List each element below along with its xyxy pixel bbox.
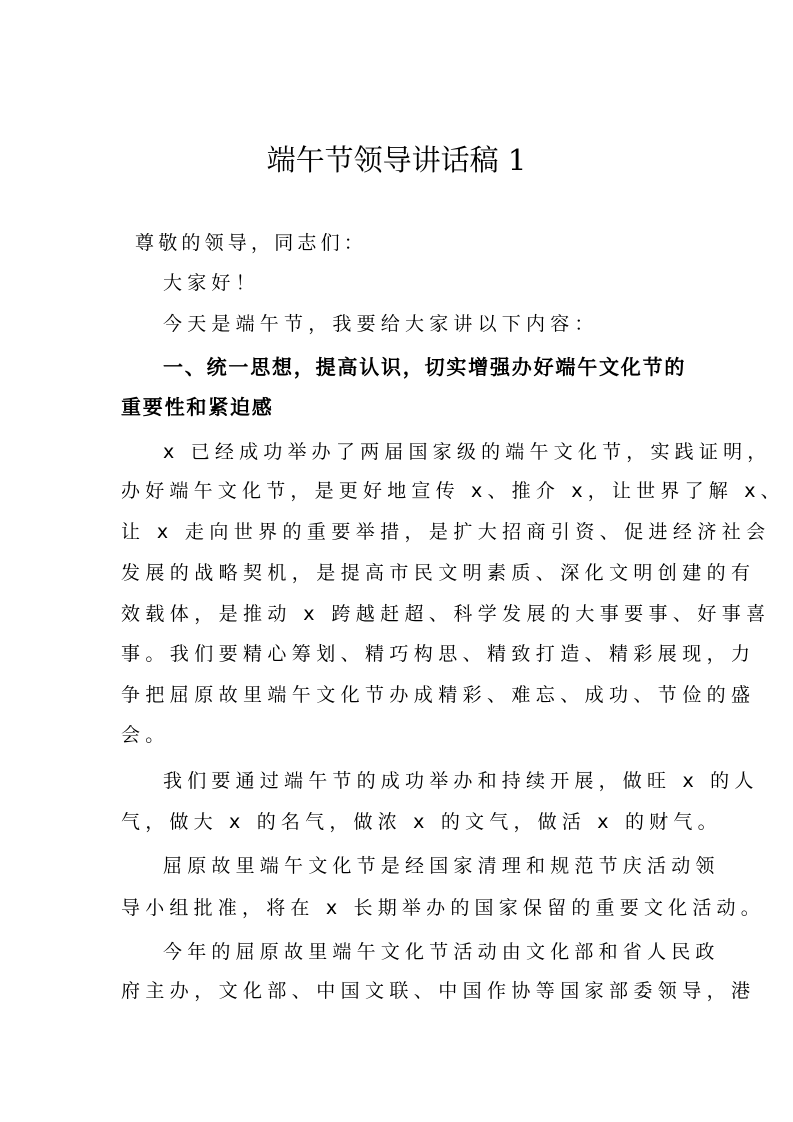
document-title: 端午节领导讲话稿 1 — [266, 143, 527, 177]
paragraph-1-line: 会。 — [121, 724, 170, 746]
paragraph-1-line: 办好端午文化节，是更好地宣传 x、推介 x，让世界了解 x、 — [121, 480, 785, 502]
paragraph-1-line: 发展的战略契机，是提高市民文明素质、深化文明创建的有 — [121, 562, 756, 584]
paragraph-3-line: 屈原故里端午文化节是经国家清理和规范节庆活动领 — [163, 855, 720, 877]
paragraph-4-line: 府主办，文化部、中国文联、中国作协等国家部委领导，港 — [121, 980, 756, 1002]
paragraph-2-line: 气，做大 x 的名气，做浓 x 的文气，做活 x 的财气。 — [121, 811, 722, 833]
paragraph-4-line: 今年的屈原故里端午文化节活动由文化部和省人民政 — [163, 941, 720, 963]
paragraph-2-line: 我们要通过端午节的成功举办和持续开展，做旺 x 的人 — [163, 770, 759, 792]
greeting: 大家好！ — [163, 272, 260, 294]
intro-text: 今天是端午节，我要给大家讲以下内容： — [163, 313, 599, 335]
salutation: 尊敬的领导，同志们： — [135, 232, 368, 254]
section-heading-line-1: 一、统一思想，提高认识，切实增强办好端午文化节的 — [163, 355, 687, 379]
paragraph-1-line: 让 x 走向世界的重要举措，是扩大招商引资、促进经济社会 — [121, 521, 771, 543]
paragraph-1-line: x 已经成功举办了两届国家级的端午文化节，实践证明， — [163, 441, 772, 463]
paragraph-3-line: 导小组批准，将在 x 长期举办的国家保留的重要文化活动。 — [121, 897, 765, 919]
paragraph-1-line: 事。我们要精心筹划、精巧构思、精致打造、精彩展现，力 — [121, 643, 756, 665]
section-heading-line-2: 重要性和紧迫感 — [121, 395, 274, 419]
paragraph-1-line: 效载体，是推动 x 跨越赶超、科学发展的大事要事、好事喜 — [121, 603, 771, 625]
paragraph-1-line: 争把屈原故里端午文化节办成精彩、难忘、成功、节俭的盛 — [121, 684, 756, 706]
